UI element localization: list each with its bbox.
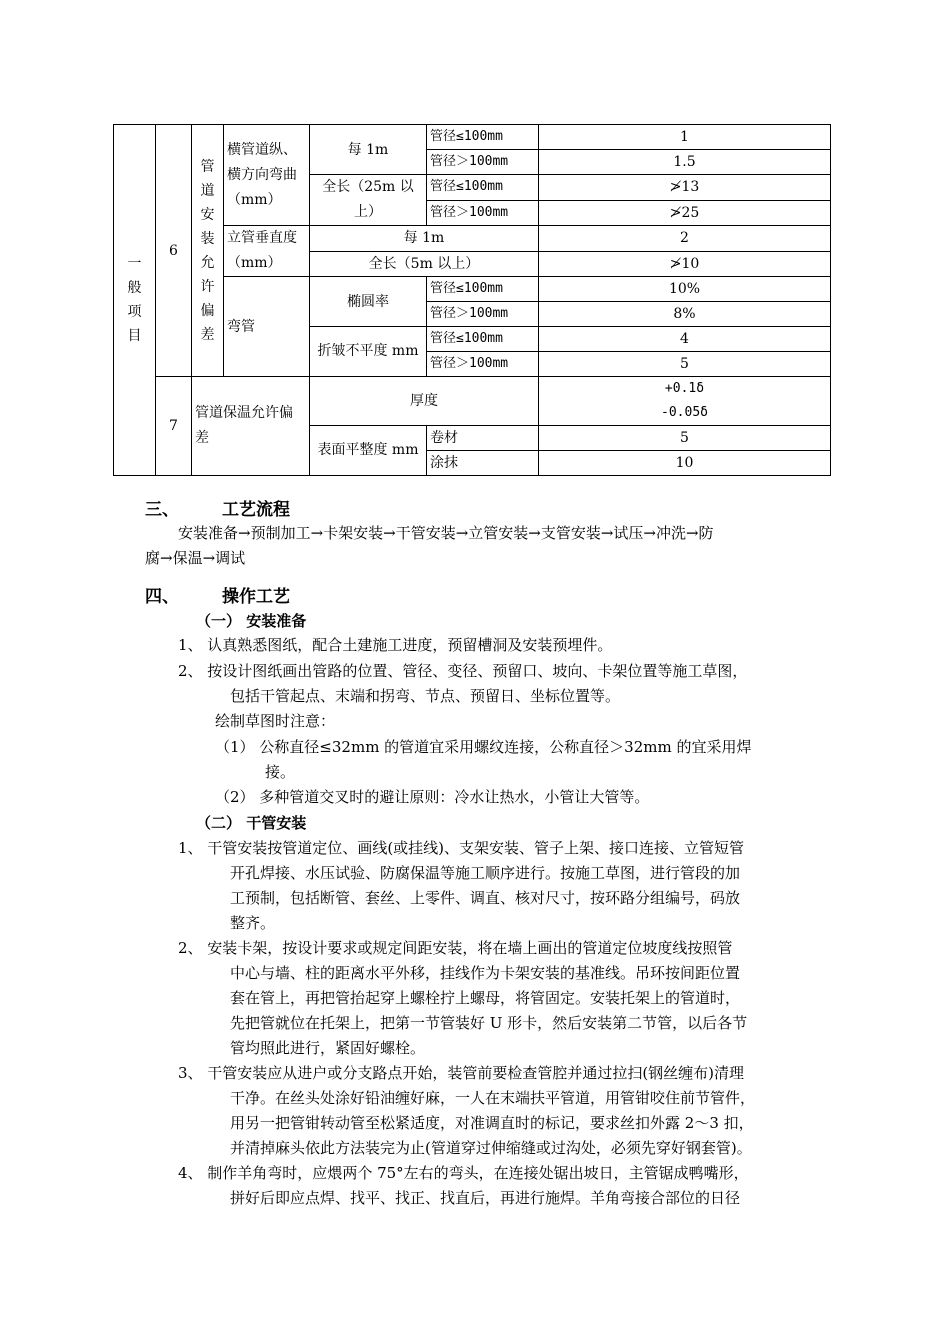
thickness: 厚度 [310,377,539,426]
step-3-line-4: 并清掉麻头依此方法装完为止(管道穿过伸缩缝或过沟处，必须先穿好钢套管)。 [230,1139,752,1157]
section-3-heading: 三、 工艺流程 [145,500,290,520]
step-4-line-1: 4、 制作羊角弯时，应煨两个 75°左右的弯头，在连接处锯出坡日，主管锯成鸭嘴形， [178,1164,749,1182]
horiz-label: 横管道纵、横方向弯曲（mm） [224,125,310,226]
value: 2 [539,226,831,252]
paint: 涂抹 [427,451,539,476]
d-gt-100: 管径＞100mm [427,150,539,175]
vert-full: 全长（5m 以上） [310,251,539,277]
note-1-line-2: 接。 [265,763,296,781]
value: 8% [539,302,831,327]
step-2-line-1: 2、 安装卡架，按设计要求或规定间距安装，将在墙上画出的管道定位坡度线按照管 [178,939,733,957]
step-1-line-3: 工预制，包括断管、套丝、上零件、调直、核对尺寸，按环路分组编号，码放 [230,889,741,907]
d-le-100: 管径≤100mm [427,125,539,150]
d-gt-100: 管径＞100mm [427,302,539,327]
subsection-2-heading: （二） 干管安装 [196,814,307,832]
value: 10% [539,277,831,302]
thickness-value: +0.1δ -0.05δ [539,377,831,426]
vert-per-1m: 每 1m [310,226,539,252]
item-2-line-2: 包括干管起点、末端和拐弯、节点、预留日、坐标位置等。 [230,687,621,705]
tolerance-table [113,124,831,476]
bend-label: 弯管 [224,277,310,377]
value: 1 [539,125,831,150]
step-2-line-5: 管均照此进行，紧固好螺栓。 [230,1039,426,1057]
roll: 卷材 [427,426,539,451]
surface: 表面平整度 mm [310,426,427,476]
vert-label: 立管垂直度（mm） [224,226,310,277]
d-le-100: 管径≤100mm [427,327,539,352]
step-2-line-4: 先把管就位在托架上，把第一节管装好 U 形卡，然后安装第二节管，以后各节 [230,1014,748,1032]
value: 1.5 [539,150,831,175]
step-1-line-2: 开孔焊接、水压试验、防腐保温等施工顺序进行。按施工草图，进行管段的加 [230,864,741,882]
step-4-line-2: 拼好后即应点焊、找平、找正、找直后，再进行施焊。羊角弯接合部位的日径 [230,1189,741,1207]
step-2-line-3: 套在管上，再把管抬起穿上螺栓拧上螺母，将管固定。安装托架上的管道时， [230,989,741,1007]
row7-no: 7 [156,377,192,476]
row7-item: 管道保温允许偏差 [192,377,310,476]
d-gt-100: 管径＞100mm [427,200,539,226]
d-le-100: 管径≤100mm [427,277,539,302]
ellipse: 椭圆率 [310,277,427,327]
value: ≯13 [539,175,831,201]
step-1-line-1: 1、 干管安装按管道定位、画线(或挂线)、支架安装、管子上架、接口连接、立管短管 [178,839,745,857]
step-3-line-1: 3、 干管安装应从进户或分支路点开始，装管前要检查管腔并通过拉扫(钢丝缠布)清理 [178,1064,745,1082]
row6-no: 6 [156,125,192,377]
note-1-line-1: （1） 公称直径≤32mm 的管道宜采用螺纹连接，公称直径＞32mm 的宜采用焊 [215,738,752,756]
flow-text-1: 安装准备→预制加工→卡架安装→干管安装→立管安装→支管安装→试压→冲洗→防 [178,524,714,542]
d-le-100: 管径≤100mm [427,175,539,201]
section-4-heading: 四、 操作工艺 [145,587,290,607]
value: 5 [539,352,831,377]
note: 绘制草图时注意： [215,712,336,730]
note-2: （2） 多种管道交叉时的避让原则：冷水让热水，小管让大管等。 [215,788,650,806]
step-1-line-4: 整齐。 [230,914,276,932]
fold: 折皱不平度 mm [310,327,427,377]
full-length: 全长（25m 以上） [310,175,427,226]
per-1m: 每 1m [310,125,427,175]
value: ≯25 [539,200,831,226]
step-3-line-3: 用另一把管钳转动管至松紧适度，对准调直时的标记，要求丝扣外露 2～3 扣， [230,1114,754,1132]
category-cell: 一般项目 [114,125,156,476]
step-3-line-2: 干净。在丝头处涂好铅油缠好麻，一人在末端扶平管道，用管钳咬住前节管件， [230,1089,756,1107]
flow-text-2: 腐→保温→调试 [145,549,246,567]
value: 4 [539,327,831,352]
value: 10 [539,451,831,476]
row6-item: 管道安装允许偏差 [192,125,224,377]
d-gt-100: 管径＞100mm [427,352,539,377]
value: 5 [539,426,831,451]
item-1: 1、 认真熟悉图纸，配合土建施工进度，预留槽洞及安装预埋件。 [178,636,613,654]
item-2-line-1: 2、 按设计图纸画出管路的位置、管径、变径、预留口、坡向、卡架位置等施工草图， [178,662,748,680]
subsection-1-heading: （一） 安装准备 [196,612,307,630]
value: ≯10 [539,251,831,277]
step-2-line-2: 中心与墙、柱的距离水平外移，挂线作为卡架安装的基准线。吊环按间距位置 [230,964,741,982]
